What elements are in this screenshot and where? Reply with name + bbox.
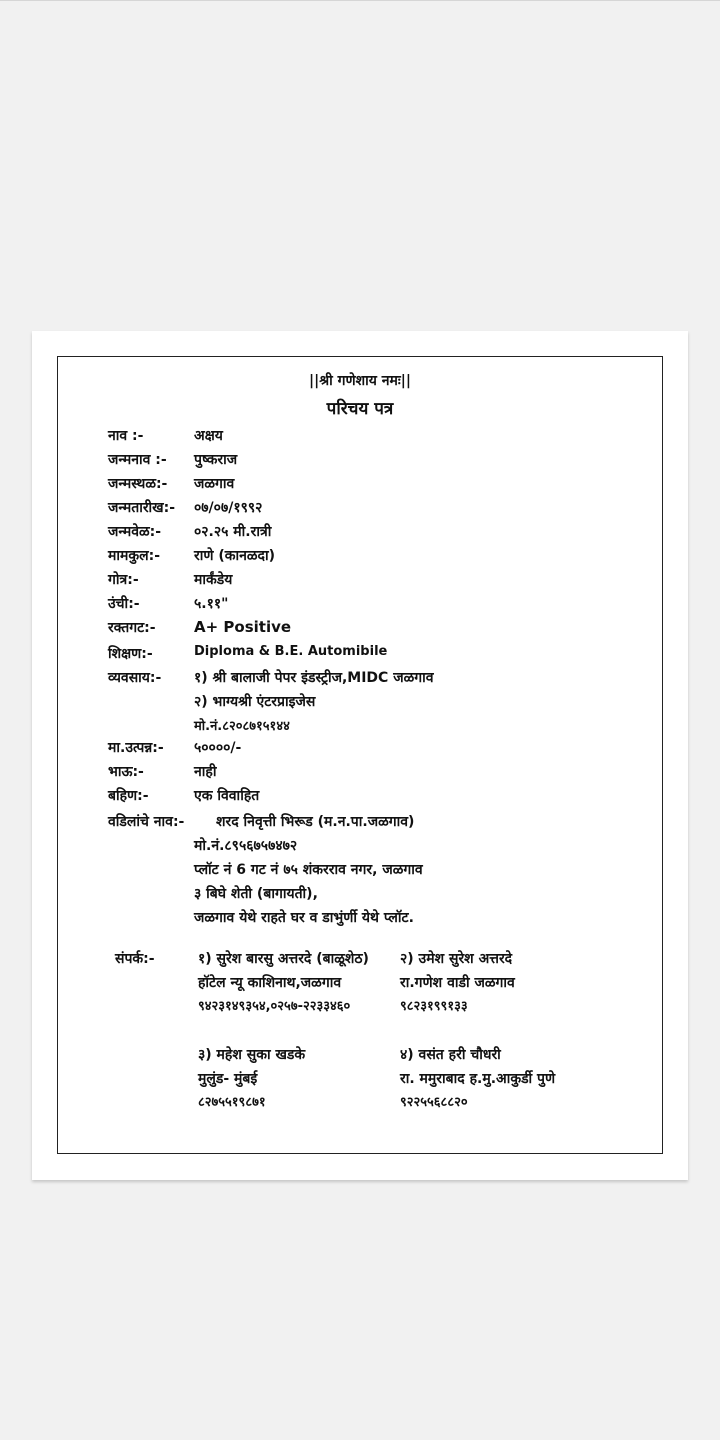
father-address: प्लॉट नं 6 गट नं ७५ शंकरराव नगर, जळगाव: [194, 862, 423, 878]
field-row-father: [108, 812, 528, 834]
page-title: परिचय पत्र: [326, 399, 394, 419]
field-label: भाऊ:-: [108, 764, 144, 780]
contact-card-4: [400, 1045, 555, 1117]
biodata-border: [57, 356, 663, 1154]
field-value: ५.११": [194, 596, 229, 612]
contact-address: मुलुंड- मुंबई: [198, 1071, 258, 1087]
field-label: बहिण:-: [108, 788, 149, 804]
contact-phone: ९८२३१९९१३३: [400, 999, 468, 1014]
father-farmland: ३ बिघे शेती (बागायती),: [194, 886, 318, 902]
field-value: Diploma & B.E. Automibile: [194, 644, 388, 659]
contacts-label: संपर्क:-: [115, 951, 155, 967]
field-value: ०२.२५ मी.रात्री: [194, 524, 272, 540]
field-value: अक्षय: [194, 428, 223, 444]
contact-card-3: [198, 1045, 305, 1117]
field-value: राणे (कानळदा): [194, 548, 275, 564]
field-label: जन्मतारीख:-: [108, 500, 176, 516]
field-label: गोत्र:-: [108, 572, 139, 588]
document-page: [32, 331, 688, 1180]
occupation-line-2: २) भाग्यश्री एंटरप्राइजेस: [194, 694, 316, 710]
contact-card-1: [198, 949, 369, 1021]
invocation-heading: ||श्री गणेशाय नमः||: [309, 373, 411, 389]
field-label: नाव :-: [108, 428, 144, 444]
field-value: पुष्कराज: [194, 452, 238, 468]
field-value: १) श्री बालाजी पेपर इंडस्ट्रीज,MIDC जळगाव: [194, 670, 434, 686]
field-label: शिक्षण:-: [108, 646, 153, 662]
contact-address: हॉटेल न्यू काशिनाथ,जळगाव: [198, 975, 342, 991]
contact-phone: ८२७५५१९८७१: [198, 1095, 266, 1110]
contact-name: ३) महेश सुका खडके: [198, 1047, 306, 1063]
field-value: A+ Positive: [194, 618, 292, 636]
contact-name: १) सुरेश बारसु अत्तरदे (बाळूशेठ): [198, 951, 369, 967]
contact-name: २) उमेश सुरेश अत्तरदे: [400, 951, 513, 967]
contact-card-2: [400, 949, 515, 1021]
field-value: मार्कंडेय: [194, 572, 233, 588]
field-label: मामकुल:-: [108, 548, 161, 564]
field-label: जन्मस्थळ:-: [108, 476, 168, 492]
field-value: एक विवाहित: [194, 788, 260, 804]
contact-name: ४) वसंत हरी चौधरी: [400, 1047, 501, 1063]
field-label: उंची:-: [108, 596, 140, 612]
field-label: जन्मवेळ:-: [108, 524, 162, 540]
contact-phone: ९२२५५६८८२०: [400, 1095, 468, 1110]
contact-address: रा.गणेश वाडी जळगाव: [400, 975, 515, 991]
field-value: ०७/०७/१९९२: [194, 500, 263, 516]
top-divider: [0, 0, 720, 1]
field-label: मा.उत्पन्न:-: [108, 740, 164, 756]
field-value: ५००००/-: [194, 740, 242, 756]
contact-address: रा. ममुराबाद ह.मु.आकुर्डी पुणे: [400, 1071, 556, 1087]
contact-phone: ९४२३१४९३५४,०२५७-२२३३४६०: [198, 999, 351, 1014]
field-label: रक्तगट:-: [108, 620, 156, 636]
field-value: शरद निवृत्ती भिरूड (म.न.पा.जळगाव): [216, 814, 415, 830]
field-label: जन्मनाव :-: [108, 452, 167, 468]
father-property: जळगाव येथे राहते घर व डाभुंर्णी येथे प्लॉट.: [194, 910, 414, 926]
field-value: जळगाव: [194, 476, 235, 492]
field-label: वडिलांचे नाव:-: [108, 814, 185, 830]
father-phone: मो.नं.८९५६७५७४७२: [194, 838, 298, 854]
field-value: नाही: [194, 764, 217, 780]
occupation-phone: मो.नं.८२०८७१५१४४: [194, 719, 290, 734]
field-label: व्यवसाय:-: [108, 670, 162, 686]
